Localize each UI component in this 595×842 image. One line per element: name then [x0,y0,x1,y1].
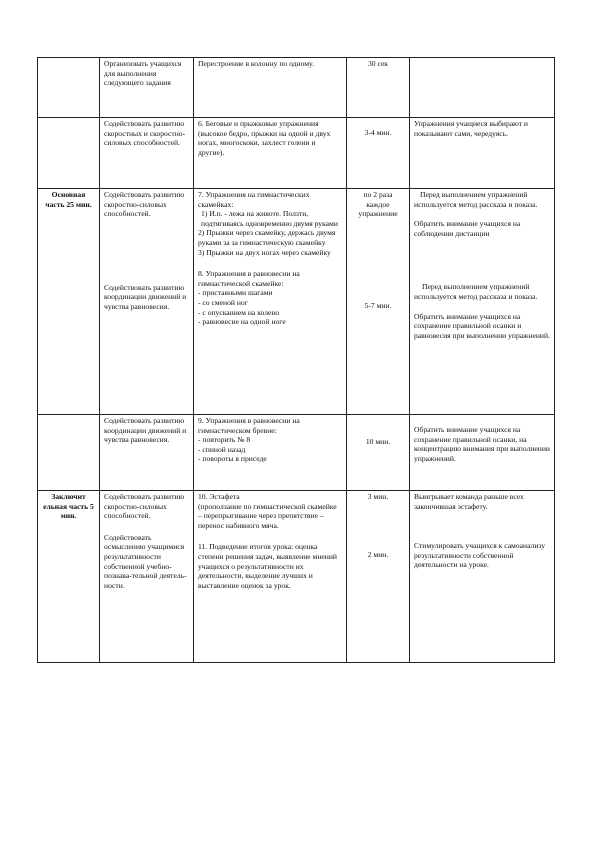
time-cell [347,189,410,415]
stage-cell [38,58,100,118]
content-line: - приставными шагами [198,288,273,298]
content-cell: Перестроение в колонну по одному. [194,58,347,118]
content-line: 11. Подведение итогов урока: оценка степени решения задач, выявление мнений учащихся о результативности их деятельности, выделение лучших и выставление оценок за урок. [198,542,337,590]
table-row [38,491,555,663]
goal-cell: Содействовать развитию координации движений и чувства равновесия. [100,415,194,491]
method-text: Выигрывает команда раньше всех закончившая эстафету. [414,492,524,511]
time-cell: 3-4 мин. [347,118,410,189]
stage-cell [38,415,100,491]
content-cell [194,491,347,663]
content-cell [194,415,347,491]
lesson-plan-table [37,57,555,663]
method-text: Перед выполнением упражнений используется метод рассказа и показа. [414,190,538,209]
method-text: Обратить внимание учащихся на сохранение правильной осанки и равновесия при выполнении упражнений. [414,311,550,340]
table-row [38,58,555,118]
stage-cell [38,118,100,189]
goal-cell: Содействовать развитию скоростных и скоростно-силовых способностей. [100,118,194,189]
goal-cell [100,189,194,415]
content-line: 8. Упражнения в равновесии на гимнастической скамейке: [198,269,300,288]
content-line: 9. Упражнения в равновесии на гимнастическом бревне: [198,416,300,435]
method-cell: Обратить внимание учащихся на сохранение правильной осанки, на концентрацию внимания при выполнении упражнений. [410,415,555,491]
table-row [38,118,555,189]
content-line: 2) Прыжки через скамейку, держась двумя руками за за гимнастическую скамейку [198,228,336,247]
time-cell: 10 мин. [347,415,410,491]
goal-text: Содействовать осмыслению учащимися результативности собственной учебно-познава-тельной деятель-ности. [104,532,187,590]
time-text: по 2 раза каждое упражнение [358,190,398,219]
goal-cell [100,491,194,663]
stage-cell: Основная часть 25 мин. [38,189,100,415]
content-cell [194,189,347,415]
content-line: 1) И.п. - лежа на животе. Ползти, подтягиваясь одновременно двумя руками [201,209,338,228]
content-line: - повторить № 8 [198,435,251,445]
goal-cell: Организовать учащихся для выполнения следующего задания [100,58,194,118]
goal-text: Содействовать развитию координации движений и чувства равновесия. [104,282,187,311]
content-line: 10. Эстафета [198,492,240,501]
content-line: - с опусканием на колено [198,307,280,317]
content-line: 7. Упражнения на гимнастических скамейках: [198,190,310,209]
method-cell [410,189,555,415]
time-cell: 30 сек [347,58,410,118]
stage-cell: Заключит ельная часть 5 мин. [38,491,100,663]
table-row [38,189,555,415]
time-text: 5-7 мин. [364,300,392,310]
method-cell: Упражнения учащиеся выбирают и показывают сами, чередуясь. [410,118,555,189]
content-line: - равновесие на одной ноге [198,317,286,327]
content-line: 3) Прыжки на двух ногах через скамейку [198,247,331,257]
method-text: Стимулировать учащихся к самоанализу результативности собственной деятельности на уроке. [414,541,546,570]
time-text: 3 мин. [367,492,389,501]
content-line: - со сменой ног [198,297,248,307]
time-text: 2 мин. [367,549,389,559]
table-row [38,415,555,491]
time-cell [347,491,410,663]
content-line: - повороты в приседе [198,454,267,464]
method-text: Обратить внимание учащихся на соблюдении дистанции [414,219,521,238]
goal-text: Содействовать развитию скоростно-силовых способностей. [104,492,185,521]
method-cell [410,491,555,663]
goal-text: Содействовать развитию скоростно-силовых способностей. [104,190,185,219]
content-line: - спиной назад [198,444,246,454]
content-line: (проползание по гимнастической скамейке – перепрыгивание через препятствие – перенос набивного мяча. [198,501,337,530]
method-cell [410,58,555,118]
method-text: Перед выполнением упражнений используется метод рассказа и показа. [414,282,538,301]
content-cell: 6. Беговые и прыжковые упражнения (высокое бедро, прыжки на одной и двух ногах, многоскоки, захлест голени и другие). [194,118,347,189]
